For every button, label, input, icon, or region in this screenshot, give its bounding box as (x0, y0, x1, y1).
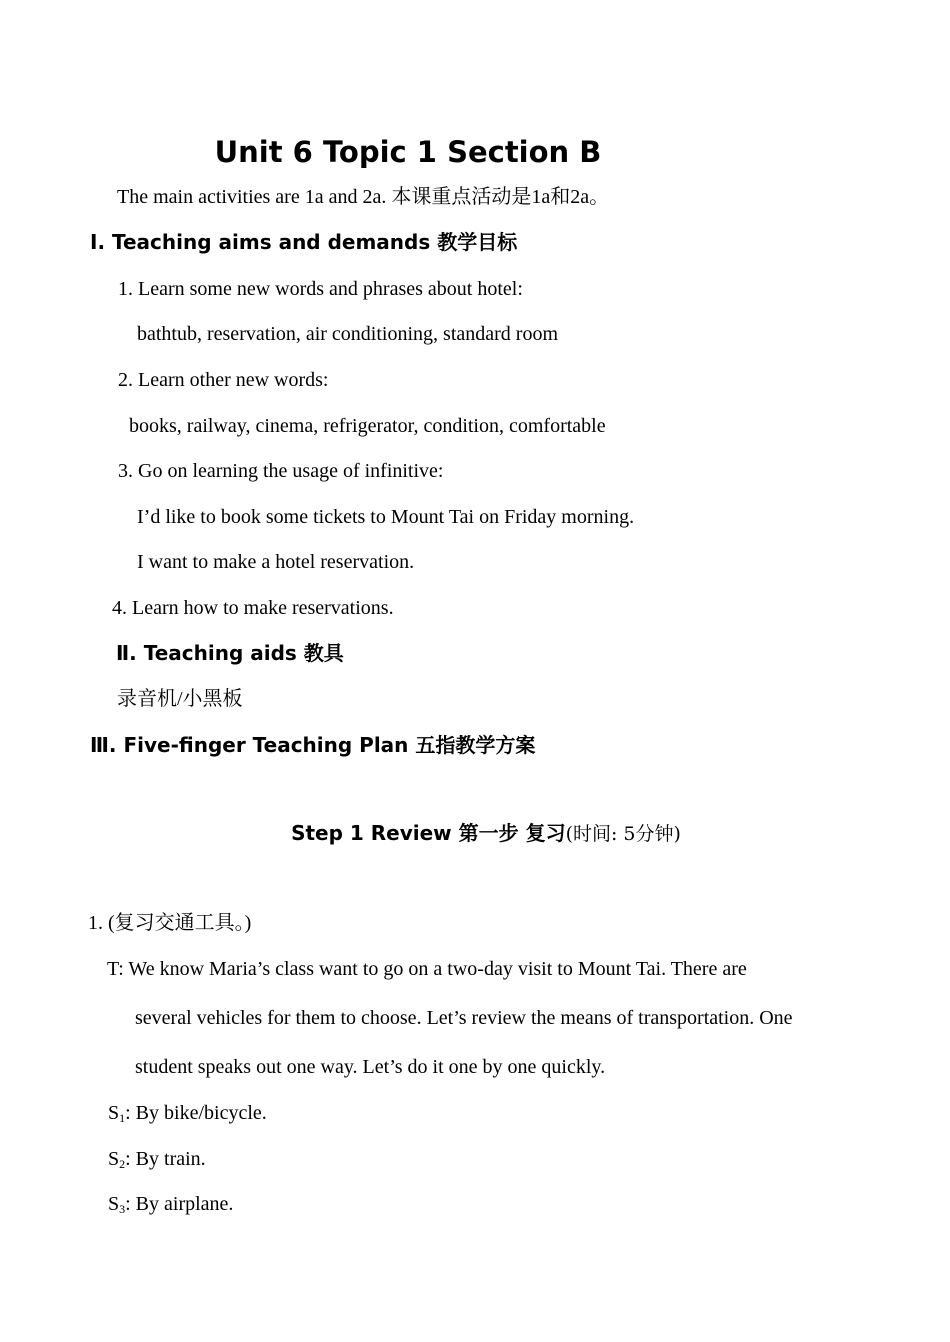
aim-item-1-words: bathtub, reservation, air conditioning, standard room (137, 323, 559, 345)
step1-heading-row (0, 820, 950, 847)
student-3-subscript: 3 (119, 1202, 126, 1216)
student-1-label: S (108, 1102, 120, 1124)
student-3-response (108, 1192, 233, 1221)
student-3-label: S (108, 1193, 120, 1215)
teacher-line-2: several vehicles for them to choose. Let’s review the means of transportation. One (135, 1007, 793, 1029)
student-2-label: S (108, 1148, 120, 1170)
student-2-subscript: 2 (119, 1157, 126, 1171)
student-1-text: : By bike/bicycle. (125, 1102, 267, 1124)
section2-heading: Ⅱ. Teaching aids 教具 (116, 641, 344, 665)
page-title: Unit 6 Topic 1 Section B (214, 135, 602, 169)
section1-heading: Ⅰ. Teaching aims and demands 教学目标 (90, 230, 518, 254)
teacher-line-1: T: We know Maria’s class want to go on a two-day visit to Mount Tai. There are (107, 958, 747, 980)
aim-item-2-words: books, railway, cinema, refrigerator, condition, comfortable (129, 415, 606, 437)
teacher-line-3: student speaks out one way. Let’s do it one by one quickly. (135, 1056, 606, 1078)
intro-text: The main activities are 1a and 2a. 本课重点活动是1a和2a。 (117, 186, 610, 208)
aim-item-4: 4. Learn how to make reservations. (112, 597, 394, 619)
section3-heading: Ⅲ. Five-finger Teaching Plan 五指教学方案 (90, 733, 536, 757)
aim-item-3: 3. Go on learning the usage of infinitive: (118, 460, 444, 482)
review-item-1: 1. (复习交通工具。) (88, 912, 252, 934)
student-1-response (108, 1101, 267, 1130)
aim-item-1: 1. Learn some new words and phrases about hotel: (118, 278, 523, 300)
aim-item-2: 2. Learn other new words: (118, 369, 329, 391)
step1-time: (时间: 5分钟) (565, 823, 681, 845)
student-3-text: : By airplane. (125, 1193, 234, 1215)
teaching-aids-content: 录音机/小黑板 (117, 688, 243, 710)
aim-item-3-example-1: I’d like to book some tickets to Mount Tai on Friday morning. (137, 506, 635, 528)
student-2-text: : By train. (125, 1148, 206, 1170)
student-2-response (108, 1147, 206, 1176)
step1-heading: Step 1 Review 第一步 复习 (291, 821, 566, 845)
aim-item-3-example-2: I want to make a hotel reservation. (137, 551, 415, 573)
student-1-subscript: 1 (119, 1111, 126, 1125)
